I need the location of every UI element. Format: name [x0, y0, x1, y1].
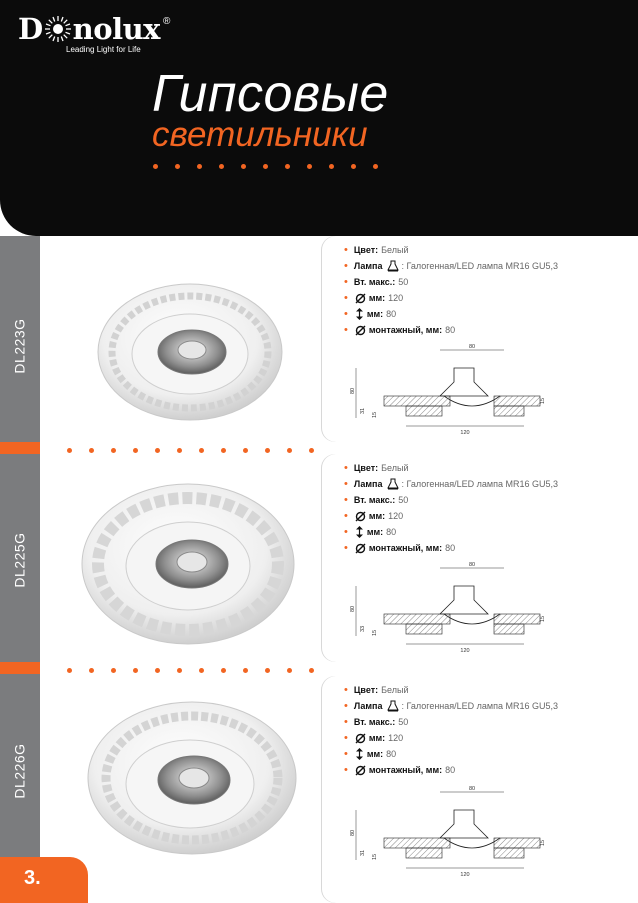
lamp-icon: [387, 700, 399, 712]
spec-panel-1: [322, 236, 638, 442]
sidebar-accent-1: [0, 442, 40, 454]
dim-height-total: 80: [350, 387, 356, 394]
brand-name: [18, 14, 160, 44]
technical-drawing-1: [344, 338, 549, 438]
title-dot-row: [153, 164, 378, 169]
height-arrow-icon: [355, 748, 364, 760]
brand-tagline: Leading Light for Life: [66, 45, 141, 54]
spec-list-2: [344, 460, 558, 556]
page-title-line1: Гипсовые: [152, 65, 389, 123]
spec-cutout: • монтажный, мм: 80: [344, 542, 456, 554]
diameter-icon: [355, 733, 366, 744]
product-photo-1: [42, 248, 322, 448]
spec-power: • Вт. макс.: 50: [344, 716, 409, 728]
diameter-icon: [355, 765, 366, 776]
dim-side: 15: [540, 839, 546, 846]
spec-lamp: • Лампа : Галогенная/LED лампа MR16 GU5,3: [344, 478, 559, 490]
model-label-1: DL223G: [12, 318, 28, 374]
dim-bottom: 120: [460, 872, 470, 878]
spec-list-1: [344, 242, 558, 338]
dim-side: 15: [540, 397, 546, 404]
spec-color: • Цвет: Белый: [344, 462, 409, 474]
dim-top: 80: [468, 344, 476, 350]
spec-panel-3: [322, 676, 638, 903]
diameter-icon: [355, 293, 366, 304]
spec-color: • Цвет: Белый: [344, 684, 409, 696]
height-arrow-icon: [355, 526, 364, 538]
dim-height-small: 15: [372, 629, 378, 636]
spec-color: • Цвет: Белый: [344, 244, 409, 256]
spec-height: • мм: 80: [344, 526, 397, 538]
spec-list-3: [344, 682, 558, 778]
lamp-icon: [387, 478, 399, 490]
lamp-icon: [387, 260, 399, 272]
technical-drawing-2: [344, 556, 549, 656]
technical-drawing-3: [344, 780, 549, 880]
model-label-2: DL225G: [12, 532, 28, 588]
sidebar-accent-2: [0, 662, 40, 674]
dim-top: 80: [468, 786, 476, 792]
spec-lamp: • Лампа : Галогенная/LED лампа MR16 GU5,3: [344, 700, 559, 712]
spec-power: • Вт. макс.: 50: [344, 276, 409, 288]
dim-height-small: 15: [372, 853, 378, 860]
spec-diameter: • мм: 120: [344, 292, 404, 304]
dim-height-mid: 31: [360, 849, 366, 856]
diameter-icon: [355, 325, 366, 336]
separator-dots-2: [67, 668, 314, 673]
spec-power: • Вт. макс.: 50: [344, 494, 409, 506]
page-number: 3.: [24, 867, 41, 889]
spec-height: • мм: 80: [344, 308, 397, 320]
dim-bottom: 120: [460, 648, 470, 654]
model-label-3: DL226G: [12, 743, 28, 799]
diameter-icon: [355, 543, 366, 554]
dim-bottom: 120: [460, 430, 470, 436]
height-arrow-icon: [355, 308, 364, 320]
page-title-line2: светильники: [152, 115, 368, 154]
registered-mark: ®: [162, 16, 171, 27]
dim-height-mid: 31: [360, 407, 366, 414]
brand-name-prefix: D: [18, 12, 43, 46]
separator-dots-1: [67, 448, 314, 453]
dim-height-mid: 33: [360, 625, 366, 632]
spec-panel-2: [322, 454, 638, 662]
spec-height: • мм: 80: [344, 748, 397, 760]
spec-cutout: • монтажный, мм: 80: [344, 764, 456, 776]
dim-height-total: 80: [350, 605, 356, 612]
brand-name-suffix: nolux: [72, 12, 160, 46]
spec-cutout: • монтажный, мм: 80: [344, 324, 456, 336]
product-photo-3: [42, 680, 322, 880]
brand-logo: [18, 12, 171, 54]
diameter-icon: [355, 511, 366, 522]
sun-icon: [44, 15, 72, 43]
dim-height-small: 15: [372, 411, 378, 418]
page-number-tab: [0, 857, 88, 903]
header: [0, 0, 638, 236]
spec-diameter: • мм: 120: [344, 510, 404, 522]
spec-lamp: • Лампа : Галогенная/LED лампа MR16 GU5,3: [344, 260, 559, 272]
dim-height-total: 80: [350, 829, 356, 836]
dim-top: 80: [468, 562, 476, 568]
product-photo-2: [42, 464, 322, 664]
spec-diameter: • мм: 120: [344, 732, 404, 744]
dim-side: 15: [540, 615, 546, 622]
